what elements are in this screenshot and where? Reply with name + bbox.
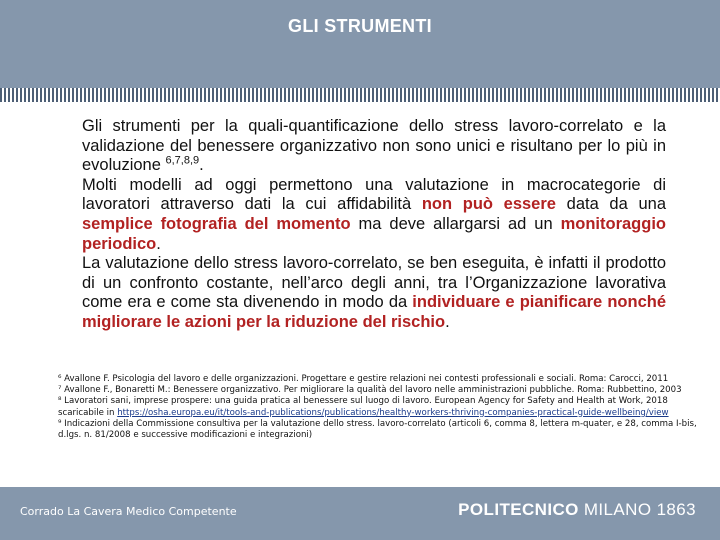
citation-superscript: 6,7,8,9 [165, 154, 200, 167]
references [58, 374, 698, 441]
paragraph-text: Gli strumenti per la quali-quantificazione dello stress lavoro-correlato e la validazione del benessere organizzativo non sono unici e risultano per lo più in evoluzione [82, 117, 666, 175]
paragraph-evaluation [82, 254, 666, 332]
logo-name: POLITECNICO [458, 500, 579, 519]
slide-body [82, 117, 666, 333]
highlight-text: semplice fotografia del momento [82, 214, 351, 233]
highlight-text: non può essere [421, 195, 556, 214]
paragraph-end: . [445, 312, 450, 331]
decorative-stripe [0, 88, 720, 102]
reference-6: ⁶ Avallone F. Psicologia del lavoro e delle organizzazioni. Progettare e gestire relazioni nei contesti professionali e sociali. Roma: Carocci, 2011 [58, 374, 669, 384]
paragraph-instruments [82, 117, 666, 176]
university-logo [458, 500, 696, 520]
paragraph-end: . [156, 234, 161, 253]
reference-8 [58, 396, 698, 418]
footer-banner [0, 487, 720, 540]
reference-7: ⁷ Avallone F., Bonaretti M.: Benessere organizzativo. Per migliorare la qualità del lavoro nelle amministrazioni pubbliche. Roma: Rubbettino, 2003 [58, 385, 682, 396]
slide-title: GLI STRUMENTI [288, 16, 432, 36]
paragraph-end: . [199, 156, 204, 175]
author-credit: Corrado La Cavera Medico Competente [20, 505, 237, 518]
title-banner [0, 0, 720, 88]
reference-9: ⁹ Indicazioni della Commissione consultiva per la valutazione dello stress. lavoro-correlato (articoli 6, comma 8, lettera m-quater, e 28, comma I-bis, d.lgs. n. 81/2008 e successive modificazioni e integrazioni) [58, 418, 697, 441]
paragraph-text: data da una [555, 195, 666, 214]
highlight-text: monitoraggio periodico [82, 214, 666, 253]
paragraph-text: ma deve allargarsi ad un [350, 214, 561, 233]
paragraph-text: La valutazione dello stress lavoro-correlato, se ben eseguita, è infatti il prodotto di un confronto costante, nell’arco degli anni, tra l’Organizzazione lavorativa come era e come sta divenendo in modo da [82, 254, 666, 312]
reference-link[interactable]: https://osha.europa.eu/it/tools-and-publications/publications/healthy-workers-thriving-companies-practical-guide-wellbeing/view [117, 407, 669, 418]
reference-text: ⁸ Lavoratori sani, imprese prospere: una guida pratica al benessere sul luogo di lavoro. European Agency for Safety and Health at Work, 2018 scaricabile in [58, 396, 668, 418]
logo-city-year: MILANO 1863 [583, 500, 696, 519]
highlight-text: individuare e pianificare nonché migliorare le azioni per la riduzione del rischio [82, 293, 667, 331]
paragraph-text: Molti modelli ad oggi permettono una valutazione in macrocategorie di lavoratori attraverso dati la cui affidabilità [82, 175, 666, 214]
paragraph-models [82, 176, 666, 254]
